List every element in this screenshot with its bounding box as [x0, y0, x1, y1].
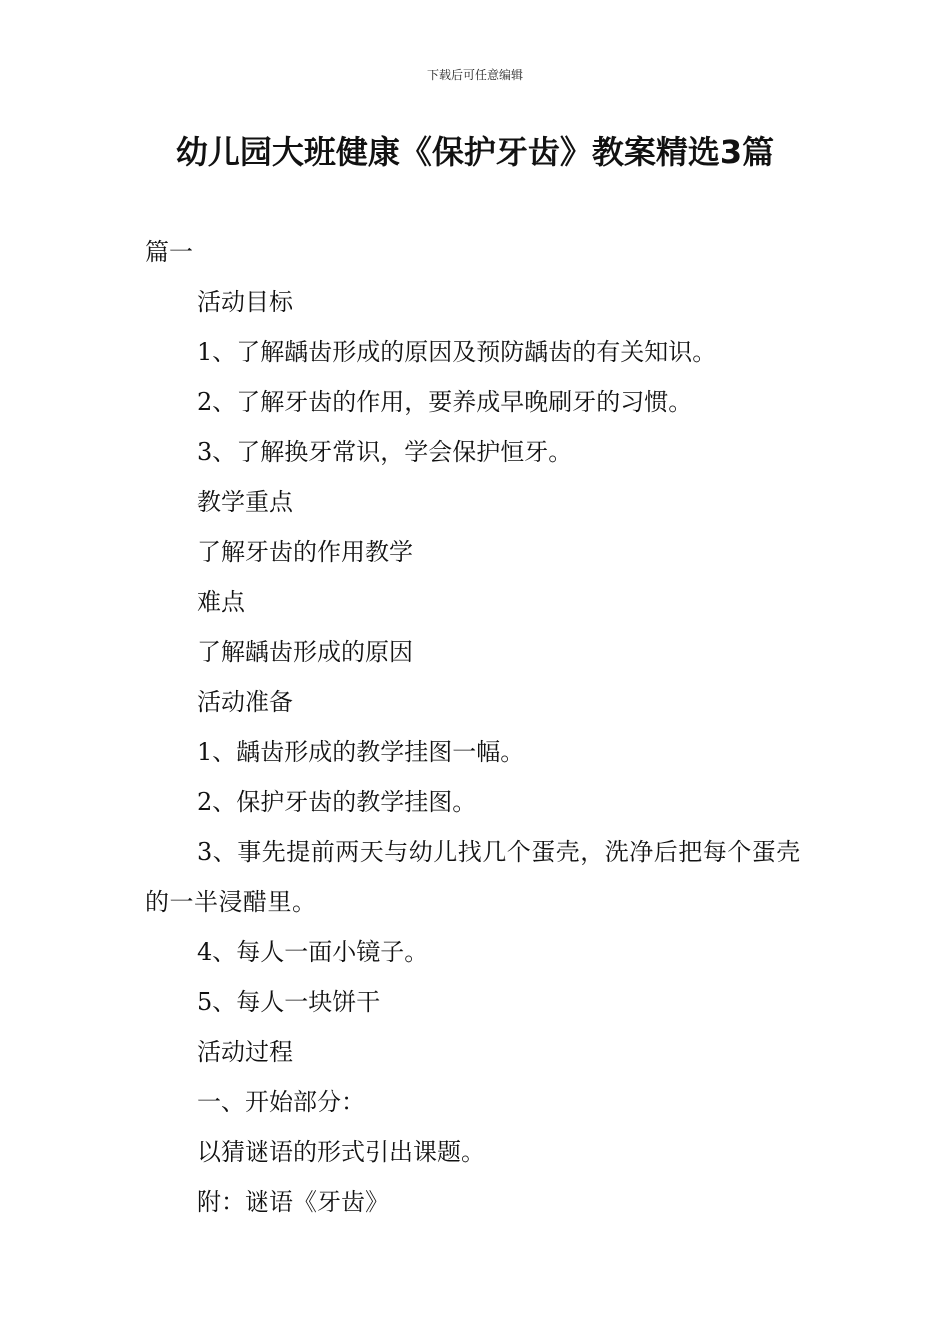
process-intro-text: 以猜谜语的形式引出课题。	[197, 1138, 485, 1166]
document-title: 幼儿园大班健康《保护牙齿》教案精选3篇	[175, 133, 775, 171]
preparation-item-5: 5、每人一块饼干	[197, 988, 381, 1016]
goal-item-3: 3、了解换牙常识，学会保护恒牙。	[197, 438, 573, 466]
goal-item-1: 1、了解龋齿形成的原因及预防龋齿的有关知识。	[197, 338, 717, 366]
process-part-1: 一、开始部分：	[197, 1088, 365, 1116]
preparation-item-1: 1、龋齿形成的教学挂图一幅。	[197, 738, 525, 766]
document-body	[145, 227, 807, 1227]
teaching-focus-text: 了解牙齿的作用教学	[197, 538, 413, 566]
riddle-attachment: 附：谜语《牙齿》	[197, 1188, 389, 1216]
preparation-item-3: 3、事先提前两天与幼儿找几个蛋壳，洗净后把每个蛋壳的一半浸醋里。	[145, 838, 801, 916]
preparation-item-4: 4、每人一面小镜子。	[197, 938, 429, 966]
heading-teaching-focus: 教学重点	[197, 488, 293, 516]
header-note: 下载后可任意编辑	[426, 68, 523, 82]
heading-activity-process: 活动过程	[197, 1038, 293, 1066]
goal-item-2: 2、了解牙齿的作用，要养成早晚刷牙的习惯。	[197, 388, 693, 416]
heading-activity-goals: 活动目标	[197, 288, 293, 316]
preparation-item-2: 2、保护牙齿的教学挂图。	[197, 788, 477, 816]
heading-difficulty: 难点	[197, 588, 245, 616]
heading-preparation: 活动准备	[197, 688, 293, 716]
difficulty-text: 了解龋齿形成的原因	[197, 638, 413, 666]
section-label: 篇一	[145, 238, 193, 266]
